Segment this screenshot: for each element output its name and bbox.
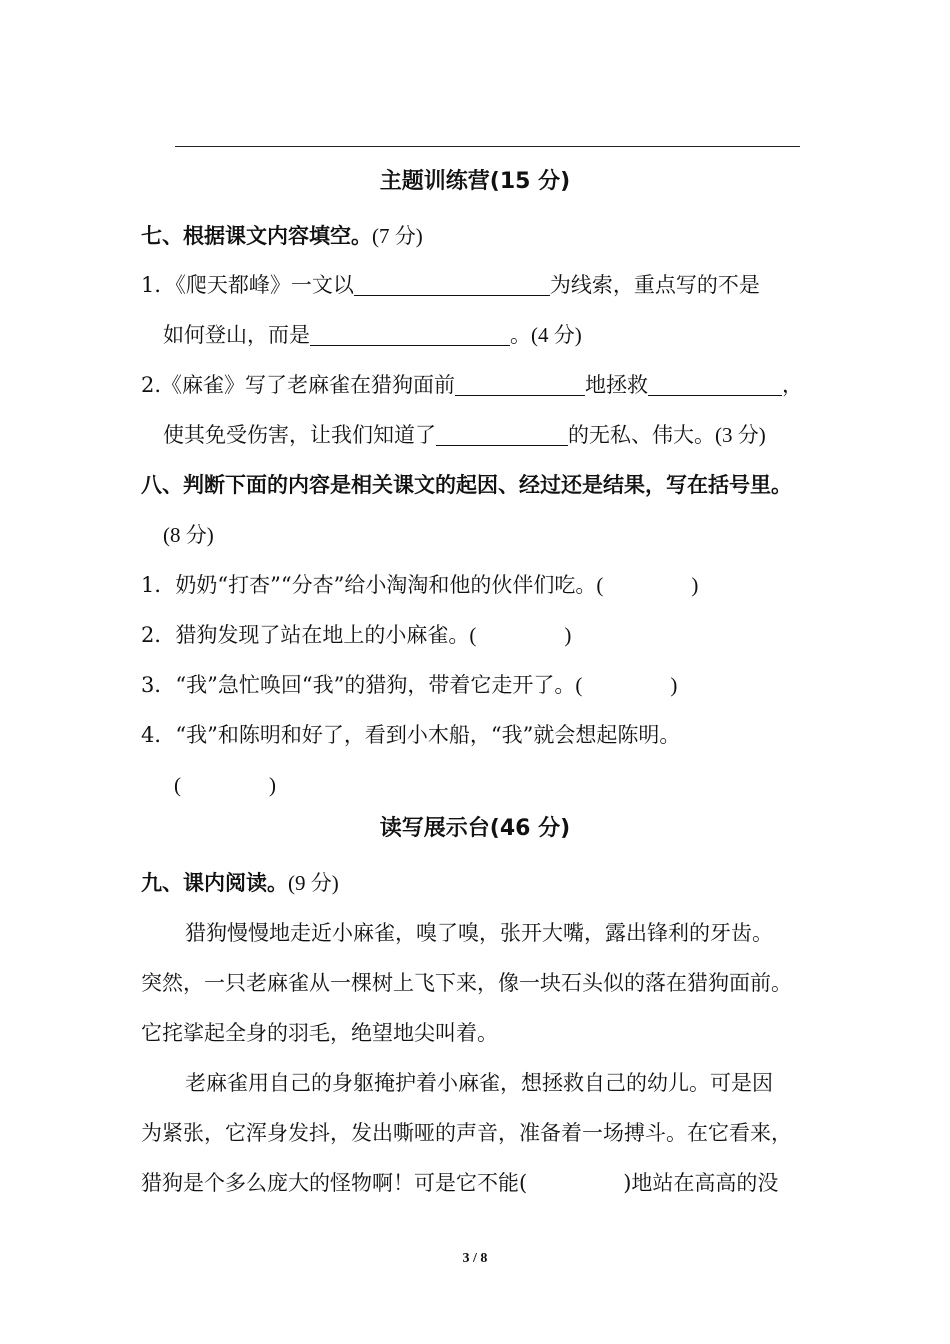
q8-item-2 [141, 620, 571, 650]
question-9-score: (9 分) [288, 871, 339, 895]
answer-blank[interactable] [354, 273, 550, 296]
q7-item-2-score: (3 分) [715, 423, 766, 447]
q7-item-1-number: 1． [141, 273, 176, 297]
passage-line: 老麻雀用自己的身躯掩护着小麻雀，想拯救自己的幼儿。可是因 [185, 1071, 773, 1095]
question-7-heading [141, 221, 423, 251]
answer-paren-close: ) [691, 573, 699, 597]
answer-blank[interactable] [436, 423, 568, 446]
q7-item-1-line-2 [163, 320, 582, 350]
question-8-heading [141, 470, 792, 500]
q8-item-1-number: 1． [141, 573, 176, 597]
answer-blank[interactable] [648, 373, 782, 396]
q7-item-2-text-d: 使其免受伤害，让我们知道了 [163, 423, 436, 447]
q7-item-1-line-1 [141, 270, 760, 300]
q7-item-1-score: (4 分) [531, 323, 582, 347]
section-title-practice: 主题训练营(15 分) [379, 169, 571, 194]
answer-paren-open: ( [174, 773, 181, 797]
question-9-text: 九、课内阅读。 [141, 871, 288, 895]
q7-item-2-line-2 [163, 420, 766, 450]
answer-paren-open: ( [596, 573, 604, 597]
q8-item-4 [141, 720, 680, 750]
passage-line: 为紧张，它浑身发抖，发出嘶哑的声音，准备着一场搏斗。在它看来， [141, 1121, 792, 1145]
answer-blank[interactable] [310, 323, 510, 346]
q7-item-2-number: 2. [141, 373, 162, 397]
q8-item-3-text: “我”急忙唤回“我”的猎狗，带着它走开了。 [175, 673, 576, 697]
top-divider [175, 146, 800, 147]
q8-item-4-number: 4． [141, 723, 176, 747]
passage-line: 它挓挲起全身的羽毛，绝望地尖叫着。 [141, 1021, 498, 1045]
q7-item-2-text-e: 的无私、伟大。 [568, 423, 715, 447]
q8-item-2-text: 猎狗发现了站在地上的小麻雀。 [175, 623, 470, 647]
q7-item-1-text-a: 《爬天都峰》一文以 [175, 273, 354, 297]
page-number: 3 / 8 [462, 1251, 488, 1266]
q7-item-1-text-d: 。 [510, 323, 531, 347]
section-title-reading-writing: 读写展示台(46 分) [379, 816, 571, 841]
q7-item-2-text-a: 《麻雀》写了老麻雀在猎狗面前 [161, 373, 456, 397]
passage-text: 猎狗是个多么庞大的怪物啊！可是它不能( [141, 1171, 528, 1195]
question-7-text: 七、根据课文内容填空。 [141, 224, 372, 248]
q8-item-2-number: 2． [141, 623, 176, 647]
q7-item-2-text-b: 地拯救 [585, 373, 649, 397]
q8-item-3 [141, 670, 677, 700]
q8-item-1 [141, 570, 698, 600]
question-9-heading [141, 868, 339, 898]
q7-item-1-text-b: 为线索，重点写的不是 [549, 273, 760, 297]
question-8-score: (8 分) [163, 523, 214, 547]
answer-blank[interactable] [455, 373, 585, 396]
answer-paren-open: ( [575, 673, 583, 697]
question-7-score: (7 分) [372, 224, 423, 248]
q7-item-2-line-1 [141, 370, 803, 400]
passage-line: 猎狗慢慢地走近小麻雀，嗅了嗅，张开大嘴，露出锋利的牙齿。 [185, 921, 773, 945]
question-8-text: 八、判断下面的内容是相关课文的起因、经过还是结果，写在括号里。 [141, 473, 792, 497]
answer-paren-open: ( [469, 623, 477, 647]
answer-paren-close: ) [269, 773, 276, 797]
answer-paren-close: ) [670, 673, 678, 697]
q8-item-1-text: 奶奶“打杏”“分杏”给小淘淘和他的伙伴们吃。 [175, 573, 597, 597]
answer-paren-close: ) [564, 623, 572, 647]
passage-line-with-blank [141, 1168, 778, 1198]
passage-line: 突然，一只老麻雀从一棵树上飞下来，像一块石头似的落在猎狗面前。 [141, 971, 792, 995]
q8-item-4-text: “我”和陈明和好了，看到小木船，“我”就会想起陈明。 [175, 723, 681, 747]
passage-text: )地站在高高的没 [623, 1171, 779, 1195]
q7-item-2-text-c: ， [782, 373, 804, 397]
q7-item-1-text-c: 如何登山，而是 [163, 323, 310, 347]
q8-item-3-number: 3． [141, 673, 176, 697]
q8-item-4-answer [174, 770, 276, 800]
